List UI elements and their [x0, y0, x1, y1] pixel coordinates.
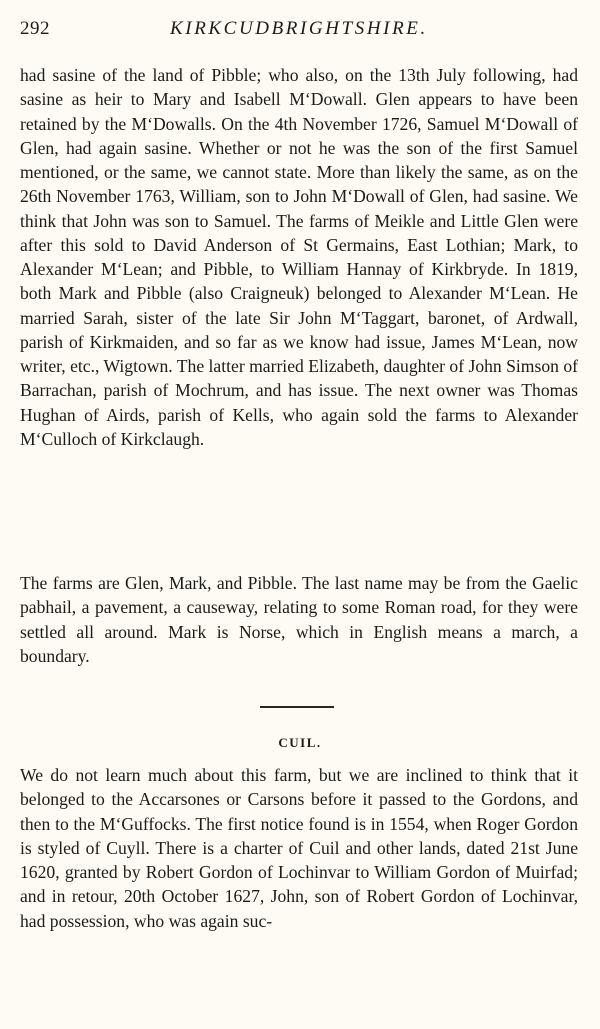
- paragraph-text: The farms are Glen, Mark, and Pibble. The last name may be from the Gaelic pabhail, a pavement, a causeway, relating to some Roman road, for they were settled all around. Mark is Norse, which in English means a march, a boundary.: [20, 573, 578, 666]
- running-title: KIRKCUDBRIGHTSHIRE.: [170, 18, 428, 39]
- section-heading: CUIL.: [278, 735, 322, 750]
- page-header: [20, 18, 578, 48]
- page-number: 292: [20, 18, 50, 39]
- body-paragraph: [20, 571, 578, 668]
- paragraph-text: We do not learn much about this farm, but we are inclined to think that it belonged to the Accarsones or Carsons before it passed to the Gordons, and then to the M‘Guffocks. The first notice found is in 1554, when Roger Gordon is styled of Cuyll. There is a charter of Cuil and other lands, dated 21st June 1620, granted by Robert Gordon of Lochinvar to William Gordon of Muirfad; and in retour, 20th October 1627, John, son of Robert Gordon of Lochinvar, had possession, who was again suc-: [20, 765, 578, 931]
- body-paragraph: [20, 63, 578, 451]
- body-paragraph: [20, 763, 578, 933]
- paragraph-text: had sasine of the land of Pibble; who also, on the 13th July following, had sasine as heir to Mary and Isabell M‘Dowall. Glen appears to have been retained by the M‘Dowalls. On the 4th November 1726, Samuel M‘Dowall of Glen, had again sasine. Whether or not he was the son of the first Samuel mentioned, or the same, we cannot state. More than likely the same, as on the 26th November 1763, William, son to John M‘Dowall of Glen, had sasine. We think that John was son to Samuel. The farms of Meikle and Little Glen were after this sold to David Anderson of St Germains, East Lothian; Mark, to Alexander M‘Lean; and Pibble, to William Hannay of Kirkbryde. In 1819, both Mark and Pibble (also Craigneuk) belonged to Alexander M‘Lean. He married Sarah, sister of the late Sir John M‘Taggart, baronet, of Ardwall, parish of Kirkmaiden, and so far as we know had issue, James M‘Lean, now writer, etc., Wigtown. The latter married Elizabeth, daughter of John Simson of Barrachan, parish of Mochrum, and has issue. The next owner was Thomas Hughan of Airds, parish of Kells, who again sold the farms to Alexander M‘Culloch of Kirkclaugh.: [20, 65, 578, 449]
- section-divider: [260, 706, 334, 708]
